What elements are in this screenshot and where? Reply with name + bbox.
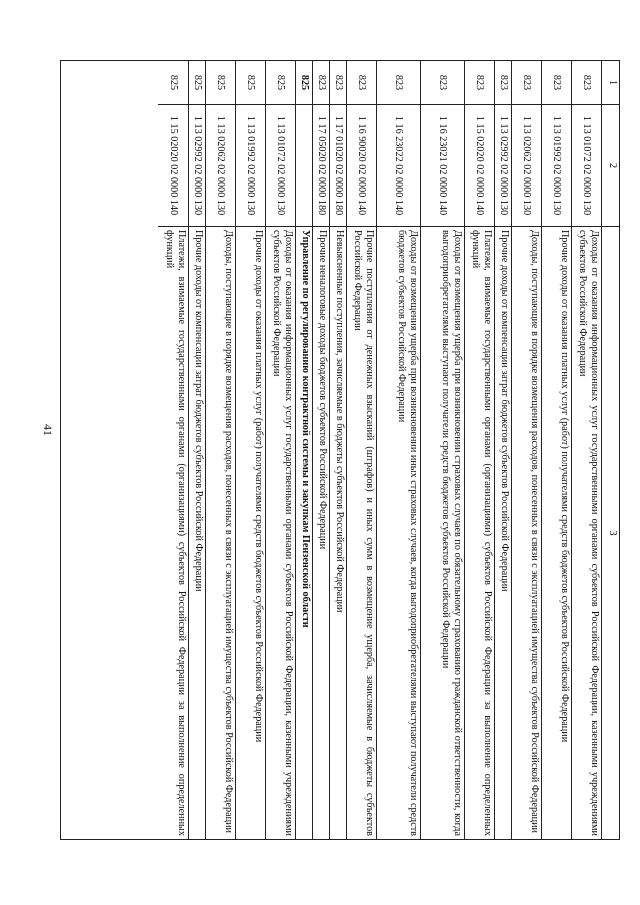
description-cell: Прочие доходы от компенсации затрат бюджетов субъектов Российской Федерации [499,230,510,592]
description-cell: Прочие доходы от оказания платных услуг (работ) получателями средств бюджетов субъектов Российской Федерации [559,230,570,743]
description-cell: Прочие доходы от оказания платных услуг (работ) получателями средств бюджетов субъектов Российской Федерации [253,230,264,743]
admin-code-cell: 823 [465,61,494,105]
admin-code-cell: 823 [347,61,376,105]
table-row [511,61,541,839]
header-col-2: 2 [602,105,619,227]
description-cell: Управление по регулированию контрактной системы и закупкам Пензенской области [300,230,311,628]
admin-code-cell: 825 [296,61,312,105]
table-row [494,61,511,839]
description-cell: Прочие неналоговые доходы бюджетов субъектов Российской Федерации [317,230,328,550]
revenue-codes-table [60,60,620,840]
admin-code-cell: 823 [377,61,420,105]
admin-code-cell: 825 [189,61,205,105]
header-col-3: 3 [607,530,618,536]
header-col-1: 1 [602,61,619,105]
budget-code-cell: 1 16 23021 02 0000 140 [421,105,464,227]
table-row [265,61,295,839]
budget-code-cell: 1 16 90020 02 0000 140 [347,105,376,227]
table-row [312,61,329,839]
table-row [158,61,188,839]
admin-code-cell: 823 [313,61,329,105]
admin-code-cell: 823 [495,61,511,105]
table-row [295,61,312,839]
table-row [235,61,265,839]
table-row [188,61,205,839]
description-cell: Прочие доходы от компенсации затрат бюджетов субъектов Российской Федерации [193,230,204,592]
budget-code-cell: 1 13 01992 02 0000 130 [236,105,265,227]
description-cell: Платежи, взимаемые государственными органами (организациями) субъектов Российской Федерации за выполнение определенных функций [470,230,493,836]
budget-code-cell: 1 13 01992 02 0000 130 [542,105,571,227]
table-row [420,61,464,839]
description-cell: Доходы от возмещения ущерба при возникновении иных страховых случаев, когда выгодоприобретателями выступают получатели средств бюджетов субъектов Российской Федерации [396,230,419,836]
admin-code-cell: 825 [236,61,265,105]
budget-code-cell: 1 13 02992 02 0000 130 [495,105,511,227]
page-number: 41 [41,424,55,436]
admin-code-cell: 823 [421,61,464,105]
admin-code-cell: 823 [542,61,571,105]
budget-code-cell: 1 17 05020 02 0000 180 [313,105,329,227]
admin-code-cell: 825 [158,61,188,105]
description-cell: Доходы от возмещения ущерба при возникновении страховых случаев по обязательному страхованию гражданской ответственности, когда выгодоприобретателями выступают получатели средств бюджетов субъектов Российской Федерации [440,230,463,836]
budget-code-cell: 1 13 01072 02 0000 130 [266,105,295,227]
description-cell: Прочие поступления от денежных взысканий (штрафов) и иных сумм в возмещение ущерба, зачисляемые в бюджеты субъектов Российской Федерации [352,230,375,836]
budget-code-cell: 1 17 01020 02 0000 180 [330,105,346,227]
table-row [541,61,571,839]
table-row [346,61,376,839]
rotated-table-container [60,60,620,840]
budget-code-cell: 1 15 02020 02 0000 140 [465,105,494,227]
admin-code-cell: 823 [572,61,601,105]
description-cell: Доходы, поступающие в порядке возмещения расходов, понесенных в связи с эксплуатацией имущества субъектов Российской Федерации [223,230,234,833]
budget-code-cell: 1 13 02062 02 0000 130 [206,105,235,227]
budget-code-cell: 1 16 23022 02 0000 140 [377,105,420,227]
budget-code-cell: 1 13 02062 02 0000 130 [512,105,541,227]
table-row [376,61,420,839]
budget-code-cell [296,105,312,227]
description-cell: Невыясненные поступления, зачисляемые в бюджеты субъектов Российской Федерации [334,230,345,613]
table-row [464,61,494,839]
admin-code-cell: 825 [206,61,235,105]
description-cell: Доходы от оказания информационных услуг государственными органами субъектов Российской Федерации, казенными учреждениями субъектов Российской Федерации [271,230,294,836]
budget-code-cell: 1 13 02992 02 0000 130 [189,105,205,227]
admin-code-cell: 823 [512,61,541,105]
admin-code-cell: 825 [266,61,295,105]
description-cell: Платежи, взимаемые государственными органами (организациями) субъектов Российской Федерации за выполнение определенных функций [164,230,187,836]
admin-code-cell: 823 [330,61,346,105]
description-cell: Доходы от оказания информационных услуг государственными органами субъектов Российской Федерации, казенными учреждениями субъектов Российской Федерации [577,230,600,836]
table-row [571,61,601,839]
table-row [329,61,346,839]
description-cell: Доходы, поступающие в порядке возмещения расходов, понесенных в связи с эксплуатацией имущества субъектов Российской Федерации [529,230,540,833]
budget-code-cell: 1 15 02020 02 0000 140 [158,105,188,227]
table-row [205,61,235,839]
budget-code-cell: 1 13 01072 02 0000 130 [572,105,601,227]
table-header-row [601,61,619,839]
